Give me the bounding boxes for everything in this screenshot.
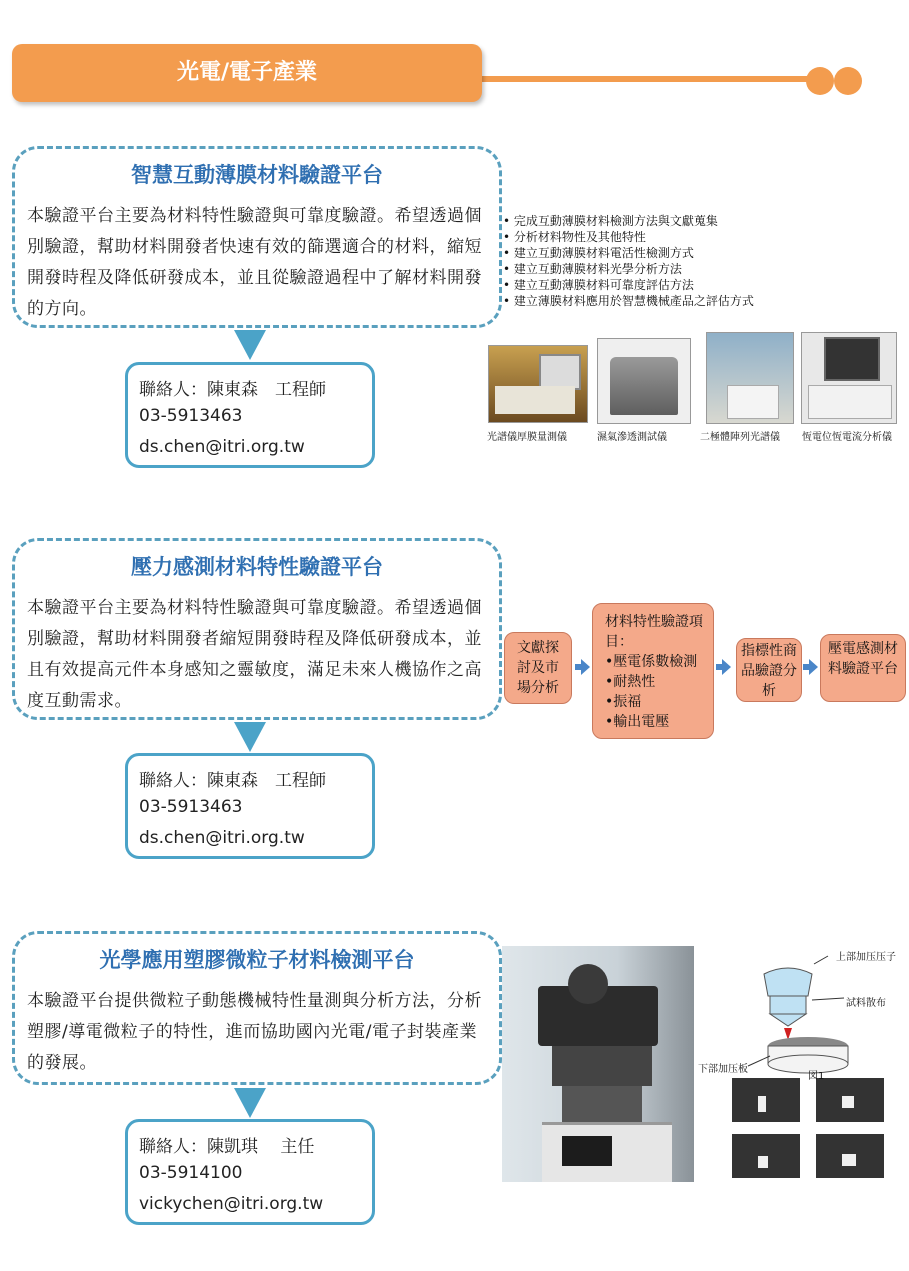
contact-name: 聯絡人：陳東森 工程師 [139,771,326,791]
feature-list [503,213,754,309]
flow-step-label: 壓電感測材料驗證平台 [828,641,898,677]
photo-caption: 光譜儀厚膜量測儀 [487,432,567,443]
diagram-label: 下部加压板 [698,1064,748,1075]
page-title: 光電/電子產業 [176,60,318,85]
diagram-label: 図1 [808,1071,825,1082]
flow-step-label: 文獻探討及市場分析 [517,640,559,696]
photo-caption: 二極體陣列光譜儀 [700,432,780,443]
contact-email[interactable]: vickychen@itri.org.tw [139,1194,324,1214]
contact-phone: 03-5914100 [139,1163,243,1183]
section-body: 本驗證平台主要為材料特性驗證與可靠度驗證。希望透過個別驗證，幫助材料開發者縮短開發時程及降低研發成本，並且有效提高元件本身感知之靈敏度，滿足未來人機協作之高度互動需求。 [27,598,482,711]
contact-email[interactable]: ds.chen@itri.org.tw [139,437,305,457]
contact-name: 聯絡人：陳東森 工程師 [139,380,326,400]
section-panel-microparticle [12,931,502,1085]
photo-caption: 恆電位恆電流分析儀 [802,432,892,443]
flow-step-platform [820,634,906,702]
contact-phone: 03-5913463 [139,406,243,426]
flow-item: •壓電係數檢測 [605,654,698,670]
flow-step-product [736,638,802,702]
equipment-photo [706,332,794,424]
list-item: • 建立互動薄膜材料光學分析方法 [503,262,682,276]
header-dot [806,67,834,95]
down-arrow-icon [234,722,266,752]
header-dot [834,67,862,95]
header-banner [12,44,482,102]
contact-name: 聯絡人：陳凱琪 主任 [139,1137,315,1157]
right-arrow-icon [809,659,818,675]
flow-step-label: 指標性商品驗證分析 [741,643,797,699]
section-body: 本驗證平台主要為材料特性驗證與可靠度驗證。希望透過個別驗證，幫助材料開發者快速有效的篩選適合的材料，縮短開發時程及降低研發成本，並且從驗證過程中了解材料開發的方向。 [27,206,482,319]
flow-item: •輸出電壓 [605,714,670,730]
diagram-label: 試料散布 [846,998,886,1009]
list-item: • 分析材料物性及其他特性 [503,230,646,244]
contact-email[interactable]: ds.chen@itri.org.tw [139,828,305,848]
equipment-photo [597,338,691,424]
section-body: 本驗證平台提供微粒子動態機械特性量測與分析方法，分析塑膠/導電微粒子的特性，進而協助國內光電/電子封裝產業的發展。 [27,991,482,1073]
flow-step-material-tests [592,603,714,739]
photo-caption: 濕氣滲透測試儀 [597,432,667,443]
flow-step-label: 材料特性驗證項目： [605,614,703,650]
section-title: 光學應用塑膠微粒子材料檢測平台 [99,948,415,972]
flow-step-literature [504,632,572,704]
contact-card [125,362,375,468]
contact-card [125,753,375,859]
right-arrow-icon [581,659,590,675]
contact-card [125,1119,375,1225]
list-item: • 完成互動薄膜材料檢測方法與文獻蒐集 [503,214,718,228]
equipment-photo [488,345,588,423]
flow-item: •耐熱性 [605,674,656,690]
list-item: • 建立薄膜材料應用於智慧機械產品之評估方式 [503,294,754,308]
instrument-photo [502,946,694,1182]
contact-phone: 03-5913463 [139,797,243,817]
section-title: 壓力感測材料特性驗證平台 [131,555,383,579]
equipment-photo [801,332,897,424]
section-panel-pressure-sensing [12,538,502,720]
list-item: • 建立互動薄膜材料電活性檢測方式 [503,246,694,260]
section-panel-thin-film [12,146,502,328]
list-item: • 建立互動薄膜材料可靠度評估方法 [503,278,694,292]
down-arrow-icon [234,330,266,360]
flow-item: •振福 [605,694,642,710]
diagram-label: 上部加压压子 [836,952,896,963]
down-arrow-icon [234,1088,266,1118]
section-title: 智慧互動薄膜材料驗證平台 [131,163,383,187]
right-arrow-icon [722,659,731,675]
